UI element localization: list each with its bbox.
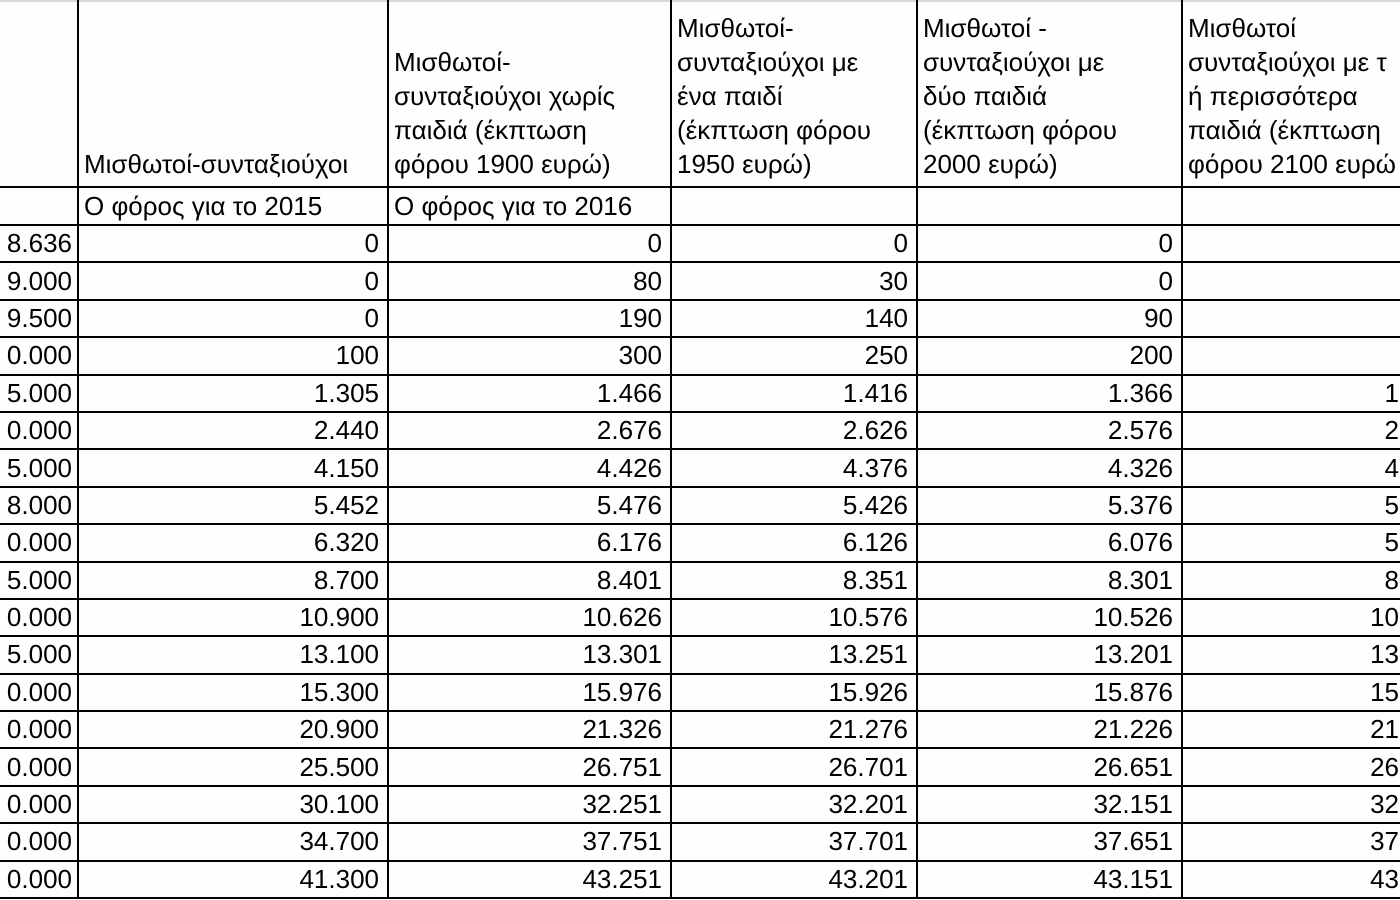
cell[interactable]: 26.651 (917, 748, 1182, 785)
cell[interactable]: 5.476 (388, 487, 671, 524)
cell[interactable]: 15.876 (917, 674, 1182, 711)
cell[interactable]: 0 (671, 225, 917, 262)
cell[interactable]: 8.636 (0, 225, 78, 262)
table-row (0, 487, 1400, 524)
table-row (0, 636, 1400, 673)
cell[interactable]: 26 (1182, 748, 1400, 785)
subheader-cell-tax-2016[interactable]: Ο φόρος για το 2016 (388, 187, 671, 225)
cell[interactable]: 13.301 (388, 636, 671, 673)
cell[interactable] (1182, 337, 1400, 374)
cell[interactable]: 8 (1182, 562, 1400, 599)
cell[interactable]: 80 (388, 262, 671, 299)
cell[interactable]: 9.000 (0, 262, 78, 299)
table-row (0, 449, 1400, 486)
cell[interactable]: 0 (78, 300, 388, 337)
cell[interactable]: 43.251 (388, 861, 671, 898)
cell[interactable]: 4.326 (917, 449, 1182, 486)
cell[interactable]: 25.500 (78, 748, 388, 785)
cell[interactable]: 30.100 (78, 786, 388, 823)
cell[interactable]: 6.320 (78, 524, 388, 561)
cell[interactable]: 21.276 (671, 711, 917, 748)
subheader-cell-income[interactable] (0, 187, 78, 225)
cell[interactable]: 0 (388, 225, 671, 262)
cell[interactable]: 1.305 (78, 375, 388, 412)
cell[interactable]: 1.416 (671, 375, 917, 412)
cell[interactable]: 10.626 (388, 599, 671, 636)
cell[interactable]: 21.326 (388, 711, 671, 748)
cell[interactable]: 13.251 (671, 636, 917, 673)
cell[interactable]: 0.000 (0, 337, 78, 374)
subheader-cell-empty-1[interactable] (671, 187, 917, 225)
cell[interactable]: 6.176 (388, 524, 671, 561)
cell[interactable]: 140 (671, 300, 917, 337)
cell[interactable]: 32 (1182, 786, 1400, 823)
header-cell-no-children[interactable]: Μισθωτοί- συνταξιούχοι χωρίς παιδιά (έκπτωση φόρου 1900 ευρώ) (388, 1, 671, 187)
cell[interactable]: 90 (917, 300, 1182, 337)
cell[interactable]: 5 (1182, 524, 1400, 561)
header-cell-one-child[interactable]: Μισθωτοί- συνταξιούχοι με ένα παιδί (έκπτωση φόρου 1950 ευρώ) (671, 1, 917, 187)
cell[interactable]: 32.151 (917, 786, 1182, 823)
cell[interactable]: 2.576 (917, 412, 1182, 449)
table-row (0, 711, 1400, 748)
cell[interactable]: 10 (1182, 599, 1400, 636)
cell[interactable]: 2.626 (671, 412, 917, 449)
header-cell-two-children[interactable]: Μισθωτοί - συνταξιούχοι με δύο παιδιά (έκπτωση φόρου 2000 ευρώ) (917, 1, 1182, 187)
table-row (0, 599, 1400, 636)
table-row (0, 674, 1400, 711)
cell[interactable]: 37 (1182, 823, 1400, 860)
cell[interactable]: 34.700 (78, 823, 388, 860)
subheader-cell-empty-2[interactable] (917, 187, 1182, 225)
header-cell-income[interactable] (0, 1, 78, 187)
cell[interactable]: 5.000 (0, 375, 78, 412)
header-cell-tax-2015[interactable]: Μισθωτοί-συνταξιούχοι (78, 1, 388, 187)
cell[interactable]: 41.300 (78, 861, 388, 898)
cell[interactable]: 0.000 (0, 786, 78, 823)
cell[interactable]: 37.701 (671, 823, 917, 860)
table-row (0, 861, 1400, 898)
cell[interactable]: 0.000 (0, 748, 78, 785)
cell[interactable]: 0.000 (0, 412, 78, 449)
table-row (0, 786, 1400, 823)
cell[interactable]: 5 (1182, 487, 1400, 524)
table-body (0, 225, 1400, 898)
table-row (0, 748, 1400, 785)
cell[interactable]: 1.366 (917, 375, 1182, 412)
table-row (0, 225, 1400, 262)
table-row (0, 375, 1400, 412)
cell[interactable]: 43.151 (917, 861, 1182, 898)
cell[interactable]: 1 (1182, 375, 1400, 412)
cell[interactable]: 10.526 (917, 599, 1182, 636)
header-row-main (0, 1, 1400, 187)
cell[interactable] (1182, 225, 1400, 262)
cell[interactable]: 26.751 (388, 748, 671, 785)
table-row (0, 262, 1400, 299)
cell[interactable]: 0.000 (0, 674, 78, 711)
cell[interactable]: 100 (78, 337, 388, 374)
cell[interactable]: 2.440 (78, 412, 388, 449)
cell[interactable]: 5.000 (0, 562, 78, 599)
cell[interactable]: 13.201 (917, 636, 1182, 673)
cell[interactable]: 0.000 (0, 524, 78, 561)
cell[interactable]: 2 (1182, 412, 1400, 449)
cell[interactable]: 0 (917, 225, 1182, 262)
table-row (0, 562, 1400, 599)
cell[interactable]: 0.000 (0, 861, 78, 898)
cell[interactable]: 30 (671, 262, 917, 299)
cell[interactable]: 15.926 (671, 674, 917, 711)
cell[interactable]: 37.751 (388, 823, 671, 860)
cell[interactable]: 15.976 (388, 674, 671, 711)
table-header (0, 1, 1400, 225)
cell[interactable]: 0.000 (0, 599, 78, 636)
cell[interactable] (1182, 262, 1400, 299)
cell[interactable]: 250 (671, 337, 917, 374)
cell[interactable]: 8.000 (0, 487, 78, 524)
cell[interactable]: 13.100 (78, 636, 388, 673)
cell[interactable]: 37.651 (917, 823, 1182, 860)
cell[interactable]: 26.701 (671, 748, 917, 785)
cell[interactable]: 20.900 (78, 711, 388, 748)
cell[interactable]: 5.000 (0, 636, 78, 673)
cell[interactable]: 0 (917, 262, 1182, 299)
cell[interactable]: 4.376 (671, 449, 917, 486)
cell[interactable]: 21.226 (917, 711, 1182, 748)
cell[interactable]: 8.301 (917, 562, 1182, 599)
cell[interactable]: 4.150 (78, 449, 388, 486)
cell[interactable]: 4 (1182, 449, 1400, 486)
cell[interactable]: 5.452 (78, 487, 388, 524)
cell[interactable]: 0 (78, 225, 388, 262)
table-row (0, 412, 1400, 449)
cell[interactable]: 2.676 (388, 412, 671, 449)
cell[interactable]: 32.201 (671, 786, 917, 823)
header-cell-three-plus-children[interactable]: Μισθωτοί συνταξιούχοι με τ ή περισσότερα παιδιά (έκπτωση φόρου 2100 ευρώ (1182, 1, 1400, 187)
cell[interactable]: 9.500 (0, 300, 78, 337)
cell[interactable]: 4.426 (388, 449, 671, 486)
cell[interactable]: 43 (1182, 861, 1400, 898)
cell[interactable]: 0.000 (0, 711, 78, 748)
cell[interactable]: 32.251 (388, 786, 671, 823)
cell[interactable] (1182, 300, 1400, 337)
cell[interactable]: 6.076 (917, 524, 1182, 561)
cell[interactable]: 10.900 (78, 599, 388, 636)
header-row-sub (0, 187, 1400, 225)
subheader-cell-empty-3[interactable] (1182, 187, 1400, 225)
cell[interactable]: 8.401 (388, 562, 671, 599)
cell[interactable]: 5.426 (671, 487, 917, 524)
table-row (0, 337, 1400, 374)
cell[interactable]: 1.466 (388, 375, 671, 412)
table-row (0, 823, 1400, 860)
cell[interactable]: 21 (1182, 711, 1400, 748)
table-row (0, 524, 1400, 561)
cell[interactable]: 43.201 (671, 861, 917, 898)
cell[interactable]: 0.000 (0, 823, 78, 860)
cell[interactable]: 8.351 (671, 562, 917, 599)
cell[interactable]: 8.700 (78, 562, 388, 599)
cell[interactable]: 13 (1182, 636, 1400, 673)
cell[interactable]: 0 (78, 262, 388, 299)
table-row (0, 300, 1400, 337)
subheader-cell-tax-2015[interactable]: Ο φόρος για το 2015 (78, 187, 388, 225)
cell[interactable]: 15.300 (78, 674, 388, 711)
cell[interactable]: 10.576 (671, 599, 917, 636)
cell[interactable]: 200 (917, 337, 1182, 374)
cell[interactable]: 5.376 (917, 487, 1182, 524)
cell[interactable]: 190 (388, 300, 671, 337)
cell[interactable]: 6.126 (671, 524, 917, 561)
cell[interactable]: 300 (388, 337, 671, 374)
cell[interactable]: 15 (1182, 674, 1400, 711)
cell[interactable]: 5.000 (0, 449, 78, 486)
